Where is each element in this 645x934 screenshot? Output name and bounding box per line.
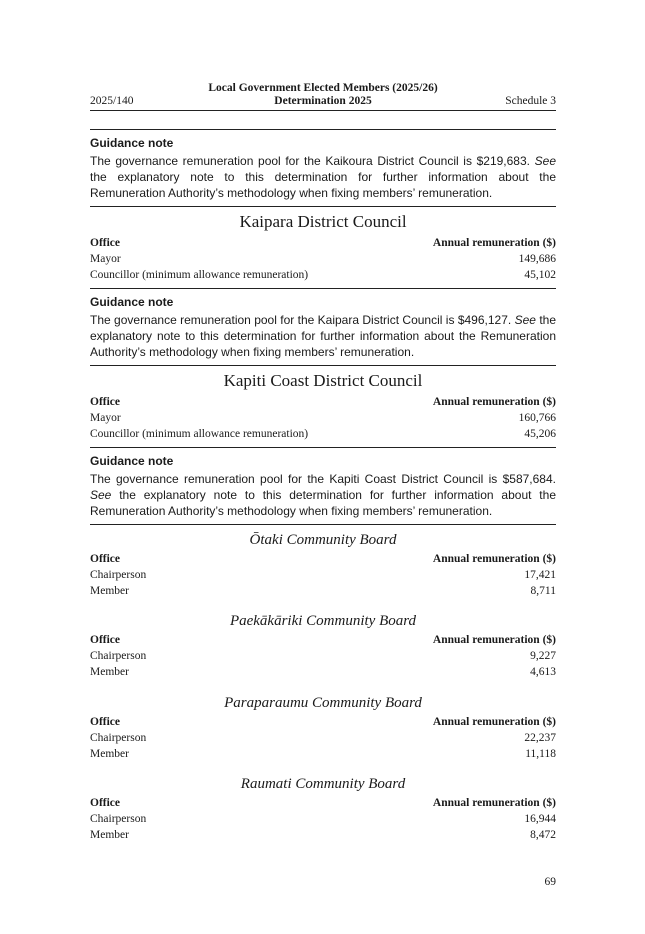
- table-row: [90, 648, 556, 664]
- guidance-note-kapiti-coast: [90, 447, 556, 525]
- table-row: [90, 426, 556, 442]
- amount-cell: 22,237: [524, 732, 556, 744]
- board-title-paekakariki: Paekākāriki Community Board: [229, 613, 417, 629]
- column-header-office: Office: [90, 396, 121, 408]
- office-cell: Member: [90, 666, 129, 678]
- column-header-remuneration: Annual remuneration ($): [432, 237, 556, 249]
- amount-cell: 9,227: [530, 650, 556, 662]
- office-cell: Councillor (minimum allowance remuneration): [90, 428, 309, 440]
- column-header-office: Office: [90, 634, 121, 646]
- table-row: [90, 827, 556, 843]
- amount-cell: 8,711: [530, 585, 556, 597]
- office-cell: Mayor: [90, 253, 121, 265]
- remuneration-table-paekakariki: [90, 632, 556, 680]
- amount-cell: 17,421: [524, 569, 556, 581]
- remuneration-table-paraparaumu: [90, 714, 556, 762]
- council-title-kaipara: Kaipara District Council: [239, 212, 407, 231]
- guidance-note-title: Guidance note: [90, 295, 174, 309]
- board-title-paraparaumu: Paraparaumu Community Board: [224, 695, 422, 711]
- council-title-kapiti-coast: Kapiti Coast District Council: [223, 371, 423, 390]
- running-header-title: [90, 82, 556, 108]
- amount-cell: 16,944: [524, 813, 556, 825]
- table-header-row: [90, 795, 556, 811]
- table-row: [90, 410, 556, 426]
- header-schedule: Schedule 3: [505, 95, 556, 107]
- guidance-note-kaikoura: [90, 129, 556, 207]
- office-cell: Mayor: [90, 412, 121, 424]
- table-header-row: [90, 714, 556, 730]
- remuneration-table-kapiti-coast: [90, 394, 556, 442]
- office-cell: Chairperson: [90, 813, 147, 825]
- amount-cell: 45,206: [524, 428, 556, 440]
- table-header-row: [90, 235, 556, 251]
- amount-cell: 8,472: [530, 829, 556, 841]
- column-header-remuneration: Annual remuneration ($): [432, 797, 556, 809]
- column-header-office: Office: [90, 237, 121, 249]
- table-row: [90, 664, 556, 680]
- header-act-number: 2025/140: [90, 95, 134, 107]
- office-cell: Member: [90, 748, 129, 760]
- amount-cell: 4,613: [530, 666, 556, 678]
- board-title-raumati: Raumati Community Board: [240, 776, 406, 792]
- guidance-note-text: The governance remuneration pool for the Kapiti Coast District Council is $587,684. See the explanatory note to this determination for further information about the Remuneration Authority’s methodology when fixing members’ remuneration.: [90, 472, 556, 518]
- running-header: [90, 82, 556, 111]
- page-number: 69: [544, 876, 556, 888]
- table-row: [90, 267, 556, 283]
- column-header-remuneration: Annual remuneration ($): [432, 396, 556, 408]
- remuneration-table-raumati: [90, 795, 556, 843]
- table-header-row: [90, 632, 556, 648]
- column-header-remuneration: Annual remuneration ($): [432, 634, 556, 646]
- remuneration-table-otaki: [90, 551, 556, 599]
- table-row: [90, 567, 556, 583]
- amount-cell: 45,102: [524, 269, 556, 281]
- amount-cell: 160,766: [518, 412, 556, 424]
- column-header-office: Office: [90, 553, 121, 565]
- column-header-office: Office: [90, 797, 121, 809]
- guidance-note-kaipara: [90, 288, 556, 366]
- guidance-note-text: The governance remuneration pool for the Kaikoura District Council is $219,683. See the explanatory note to this determination for further information about the Remuneration Authority’s methodology when fixing members’ remuneration.: [90, 154, 556, 200]
- table-row: [90, 251, 556, 267]
- table-row: [90, 746, 556, 762]
- table-header-row: [90, 394, 556, 410]
- table-header-row: [90, 551, 556, 567]
- table-row: [90, 730, 556, 746]
- column-header-remuneration: Annual remuneration ($): [432, 553, 556, 565]
- guidance-note-title: Guidance note: [90, 454, 174, 468]
- office-cell: Chairperson: [90, 650, 147, 662]
- header-title-line1: Local Government Elected Members (2025/26): [208, 82, 438, 94]
- column-header-remuneration: Annual remuneration ($): [432, 716, 556, 728]
- office-cell: Councillor (minimum allowance remuneration): [90, 269, 309, 281]
- amount-cell: 149,686: [518, 253, 556, 265]
- column-header-office: Office: [90, 716, 121, 728]
- office-cell: Chairperson: [90, 569, 147, 581]
- office-cell: Member: [90, 585, 129, 597]
- office-cell: Member: [90, 829, 129, 841]
- guidance-note-title: Guidance note: [90, 136, 174, 150]
- header-title-line2: Determination 2025: [274, 95, 372, 107]
- amount-cell: 11,118: [525, 748, 556, 760]
- guidance-note-text: The governance remuneration pool for the Kaipara District Council is $496,127. See the explanatory note to this determination for further information about the Remuneration Authority’s methodology when fixing members’ remuneration.: [90, 313, 556, 359]
- table-row: [90, 811, 556, 827]
- board-title-otaki: Ōtaki Community Board: [249, 532, 397, 548]
- remuneration-table-kaipara: [90, 235, 556, 283]
- table-row: [90, 583, 556, 599]
- office-cell: Chairperson: [90, 732, 147, 744]
